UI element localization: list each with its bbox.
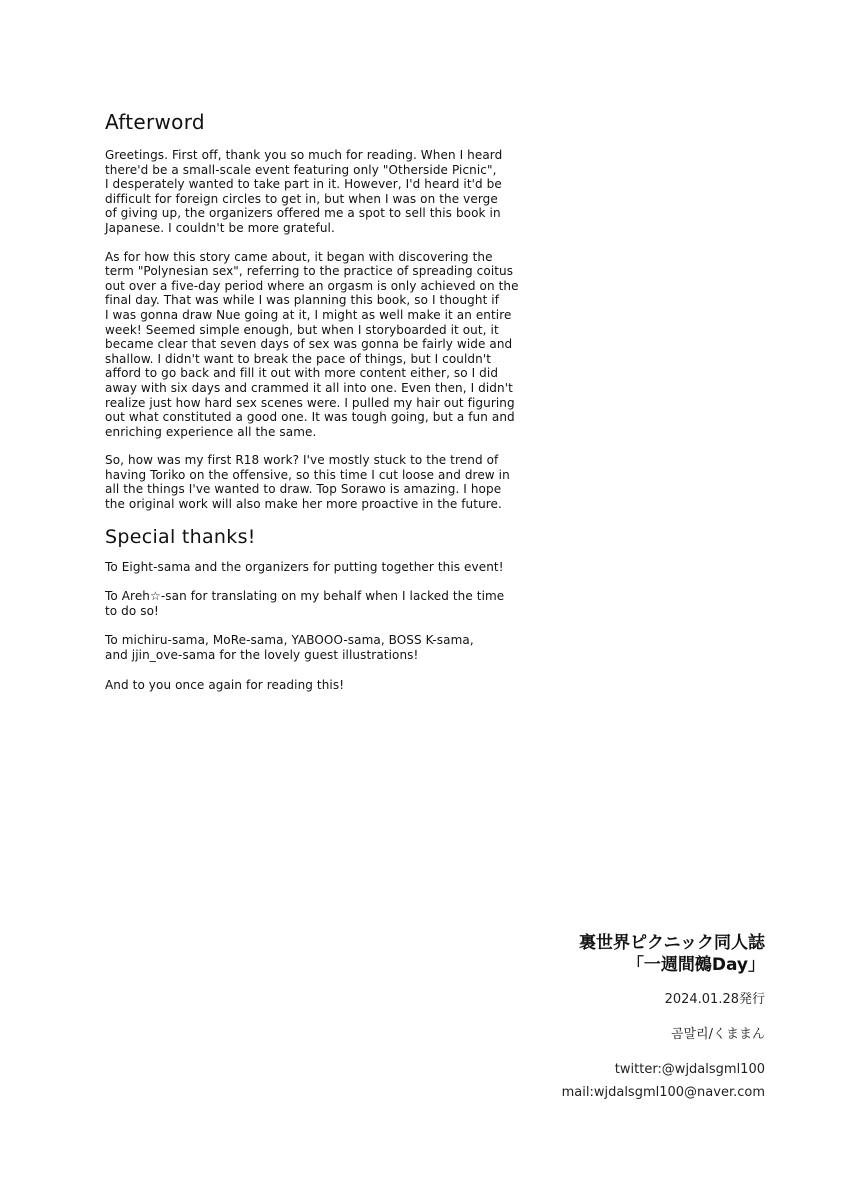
special-thanks-section [105, 526, 565, 693]
thanks-item-2: To Areh☆-san for translating on my behalf when I lacked the time to do so! [105, 589, 505, 618]
colophon-author: 곰말리/くままん [670, 1027, 765, 1042]
colophon-twitter: twitter:@wjdalsgml100 [614, 1062, 765, 1077]
colophon-title-line2: 「一週間鵺Day」 [626, 955, 765, 975]
colophon-mail: mail:wjdalsgml100@naver.com [561, 1085, 765, 1100]
special-thanks-heading: Special thanks! [105, 525, 256, 548]
afterword-heading: Afterword [105, 110, 205, 134]
thanks-item-1: To Eight-sama and the organizers for putting together this event! [105, 559, 504, 574]
afterword-paragraph-2: As for how this story came about, it began with discovering the term "Polynesian sex", referring to the practice of spreading coitus out over a five-day period where an orgasm is only achieved on the final day. That was while I was planning this book, so I thought if I was gonna draw Nue going at it, I might as well make it an entire week! Seemed simple enough, but when I storyboarded it out, it became clear that seven days of sex was gonna be fairly wide and shallow. I didn't want to break the pace of things, but I couldn't afford to go back and fill it out with more content either, so I did away with six days and crammed it all into one. Even then, I didn't realize just how hard sex scenes were. I pulled my hair out figuring out what constituted a good one. It was tough going, but a fun and enriching experience all the same. [105, 249, 519, 439]
colophon-title-line1: 裏世界ピクニック同人誌 [579, 933, 765, 953]
colophon [465, 932, 765, 1100]
thanks-item-4: And to you once again for reading this! [105, 677, 345, 692]
afterword-paragraph-1: Greetings. First off, thank you so much for reading. When I heard there'd be a small-scale event featuring only "Otherside Picnic", I desperately wanted to take part in it. However, I'd heard it'd be difficult for foreign circles to get in, but when I was on the verge of giving up, the organizers offered me a spot to sell this book in Japanese. I couldn't be more grateful. [105, 148, 503, 235]
afterword-paragraph-3: So, how was my first R18 work? I've mostly stuck to the trend of having Toriko on the offensive, so this time I cut loose and drew in all the things I've wanted to draw. Top Sorawo is amazing. I hope the original work will also make her more proactive in the future. [105, 453, 510, 512]
colophon-date: 2024.01.28発行 [664, 992, 765, 1007]
afterword-section [105, 110, 565, 707]
thanks-item-3: To michiru-sama, MoRe-sama, YABOOO-sama, BOSS K-sama, and jjin_ove-sama for the lovely guest illustrations! [105, 633, 474, 663]
